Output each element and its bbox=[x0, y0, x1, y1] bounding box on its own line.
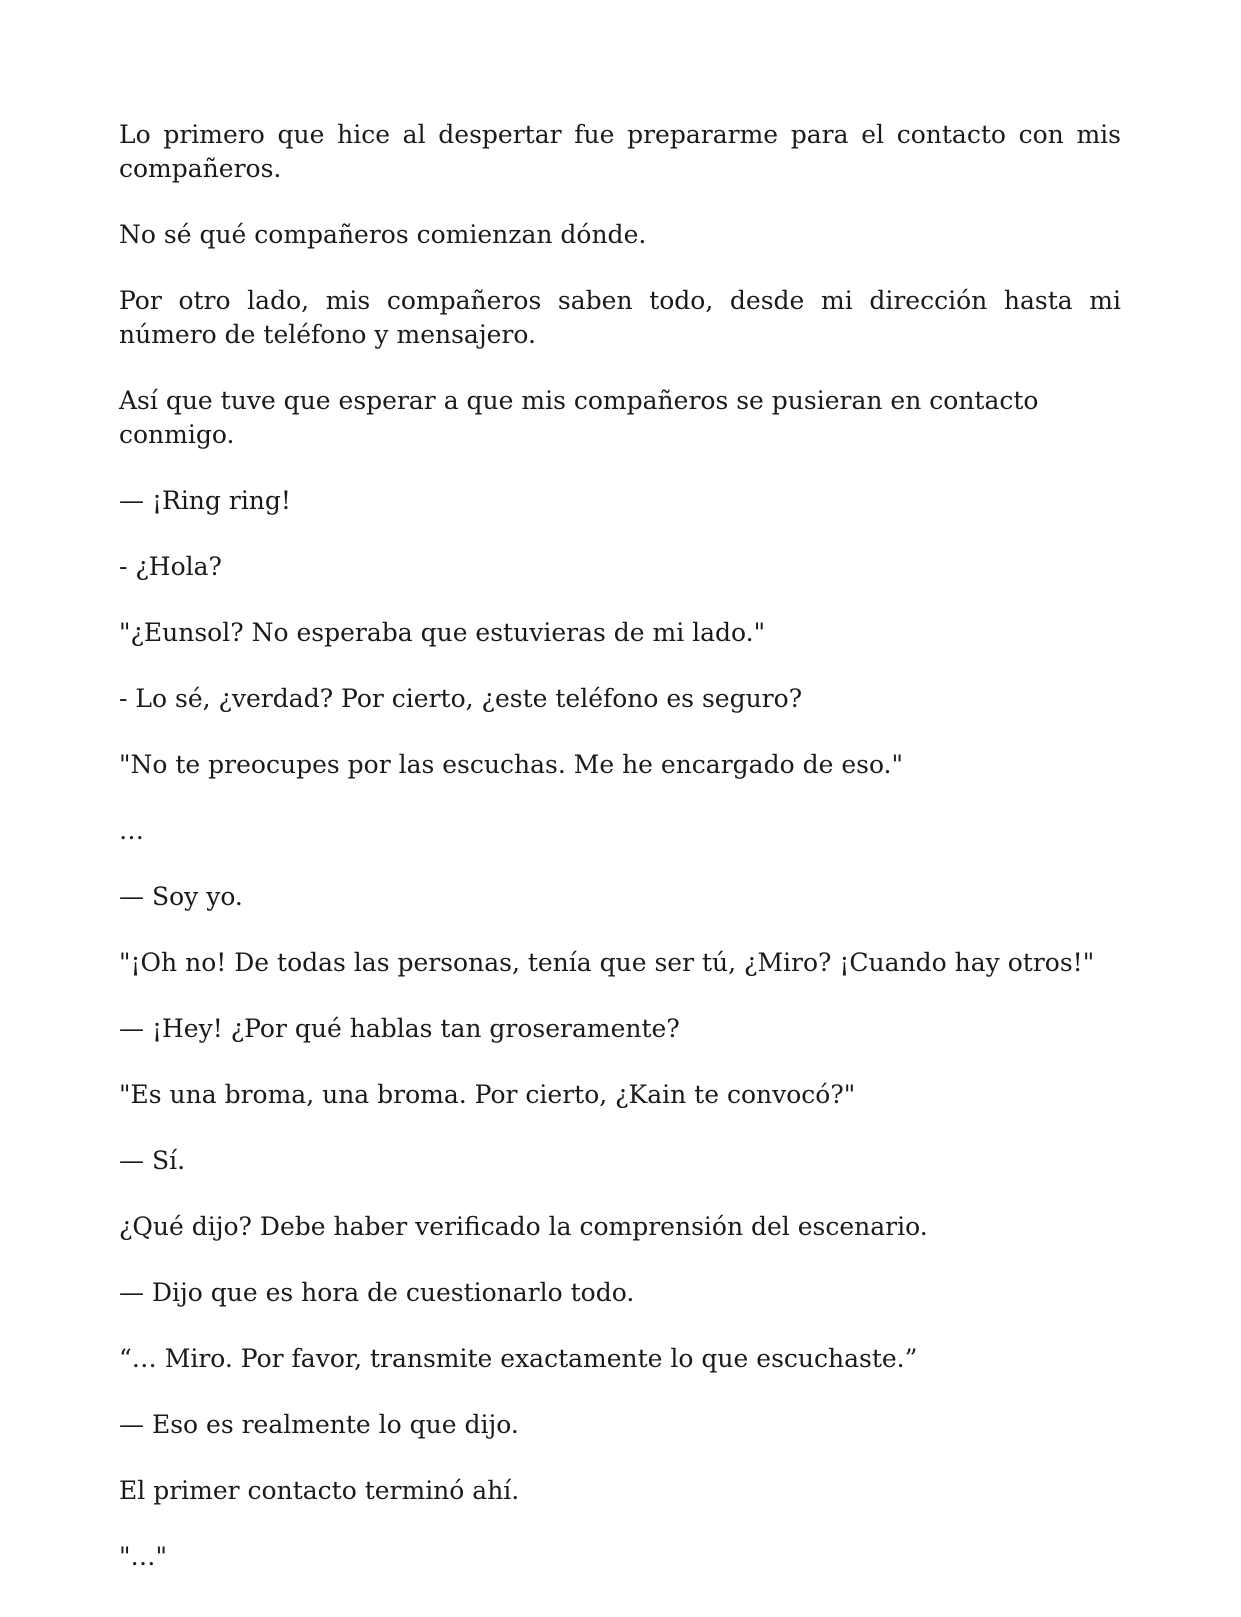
paragraph: Lo primero que hice al despertar fue prepararme para el contacto con mis compañeros. bbox=[119, 120, 1121, 183]
paragraph: Por otro lado, mis compañeros saben todo, desde mi dirección hasta mi número de teléfono y mensajero. bbox=[119, 286, 1121, 349]
dialogue-line: — Eso es realmente lo que dijo. bbox=[119, 1410, 519, 1439]
dialogue-line: “… Miro. Por favor, transmite exactamente lo que escuchaste.” bbox=[119, 1344, 918, 1373]
dialogue-line: - ¿Hola? bbox=[119, 552, 222, 581]
dialogue-line: — ¡Ring ring! bbox=[119, 486, 291, 515]
dialogue-line: "No te preocupes por las escuchas. Me he encargado de eso." bbox=[119, 750, 903, 779]
ellipsis-line: … bbox=[119, 816, 144, 845]
dialogue-line: "¿Eunsol? No esperaba que estuvieras de mi lado." bbox=[119, 618, 766, 647]
dialogue-line: — ¡Hey! ¿Por qué hablas tan groseramente? bbox=[119, 1014, 680, 1043]
dialogue-line: - Lo sé, ¿verdad? Por cierto, ¿este teléfono es seguro? bbox=[119, 684, 803, 713]
dialogue-line: — Soy yo. bbox=[119, 882, 243, 911]
paragraph: Así que tuve que esperar a que mis compañeros se pusieran en contacto conmigo. bbox=[119, 386, 1039, 449]
dialogue-line: "…" bbox=[119, 1542, 167, 1571]
dialogue-line: "Es una broma, una broma. Por cierto, ¿Kain te convocó?" bbox=[119, 1080, 856, 1109]
dialogue-line: — Dijo que es hora de cuestionarlo todo. bbox=[119, 1278, 635, 1307]
dialogue-line: — Sí. bbox=[119, 1146, 186, 1175]
paragraph: No sé qué compañeros comienzan dónde. bbox=[119, 220, 647, 249]
paragraph: ¿Qué dijo? Debe haber verificado la comprensión del escenario. bbox=[119, 1212, 928, 1241]
dialogue-line: "¡Oh no! De todas las personas, tenía que ser tú, ¿Miro? ¡Cuando hay otros!" bbox=[119, 948, 1095, 977]
paragraph: El primer contacto terminó ahí. bbox=[119, 1476, 520, 1505]
document-body bbox=[119, 118, 1121, 1606]
